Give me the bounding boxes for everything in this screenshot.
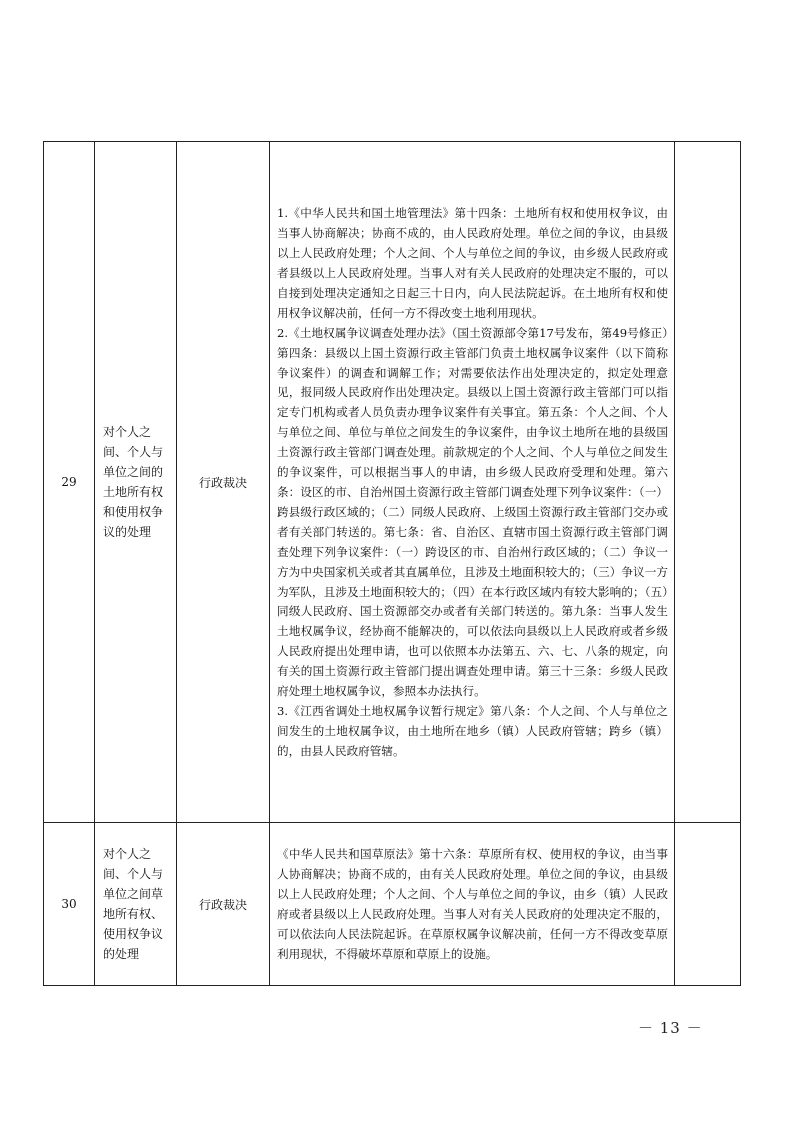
item-number: 30 <box>44 823 95 986</box>
legal-basis-paragraph: 1.《中华人民共和国土地管理法》第十四条：土地所有权和使用权争议，由当事人协商解决；协商不成的，由人民政府处理。单位之间的争议，由县级以上人民政府处理；个人之间、个人与单位之间的争议，由乡级人民政府或者县级以上人民政府处理。当事人对有关人民政府的处理决定不服的，可以自接到处理决定通知之日起三十日内，向人民法院起诉。在土地所有权和使用权争议解决前，任何一方不得改变土地利用现状。 <box>277 206 668 320</box>
legal-basis <box>270 142 675 823</box>
item-name: 对个人之间、个人与单位之间的土地所有权和使用权争议的处理 <box>95 142 177 823</box>
legal-basis <box>270 823 675 986</box>
table-row <box>44 142 741 823</box>
item-name: 对个人之间、个人与单位之间草地所有权、使用权争议的处理 <box>95 823 177 986</box>
item-type: 行政裁决 <box>177 142 270 823</box>
item-note <box>675 142 741 823</box>
legal-basis-paragraph: 3.《江西省调处土地权属争议暂行规定》第八条：个人之间、个人与单位之间发生的土地权属争议，由土地所在地乡（镇）人民政府管辖；跨乡（镇）的，由县人民政府管辖。 <box>277 703 668 758</box>
item-note <box>675 823 741 986</box>
item-number: 29 <box>44 142 95 823</box>
item-type: 行政裁决 <box>177 823 270 986</box>
table-row <box>44 823 741 986</box>
page-number: － 13 － <box>638 1019 703 1037</box>
legal-basis-paragraph: 《中华人民共和国草原法》第十六条：草原所有权、使用权的争议，由当事人协商解决；协商不成的，由有关人民政府处理。单位之间的争议，由县级以上人民政府处理；个人之间、个人与单位之间的争议，由乡（镇）人民政府或者县级以上人民政府处理。当事人对有关人民政府的处理决定不服的，可以依法向人民法院起诉。在草原权属争议解决前，任何一方不得改变草原利用现状，不得破坏草原和草原上的设施。 <box>277 847 668 961</box>
administrative-power-table <box>43 141 741 986</box>
legal-basis-paragraph: 2.《土地权属争议调查处理办法》（国土资源部令第17号发布，第49号修正）第四条：县级以上国土资源行政主管部门负责土地权属争议案件（以下简称争议案件）的调查和调解工作；对需要依法作出处理决定的，拟定处理意见，报同级人民政府作出处理决定。县级以上国土资源行政主管部门可以指定专门机构或者人员负责办理争议案件有关事宜。第五条：个人之间、个人与单位之间、单位与单位之间发生的争议案件，由争议土地所在地的县级国土资源行政主管部门调查处理。前款规定的个人之间、个人与单位之间发生的争议案件，可以根据当事人的申请，由乡级人民政府受理和处理。第六条：设区的市、自治州国土资源行政主管部门调查处理下列争议案件：（一）跨县级行政区域的；（二）同级人民政府、上级国土资源行政主管部门交办或者有关部门转送的。第七条：省、自治区、直辖市国土资源行政主管部门调查处理下列争议案件：（一）跨设区的市、自治州行政区域的；（二）争议一方为中央国家机关或者其直属单位，且涉及土地面积较大的；（三）争议一方为军队，且涉及土地面积较大的；（四）在本行政区域内有较大影响的；（五）同级人民政府、国土资源部交办或者有关部门转送的。第九条：当事人发生土地权属争议，经协商不能解决的，可以依法向县级以上人民政府或者乡级人民政府提出处理申请，也可以依照本办法第五、六、七、八条的规定，向有关的国土资源行政主管部门提出调查处理申请。第三十三条：乡级人民政府处理土地权属争议，参照本办法执行。 <box>277 325 668 699</box>
